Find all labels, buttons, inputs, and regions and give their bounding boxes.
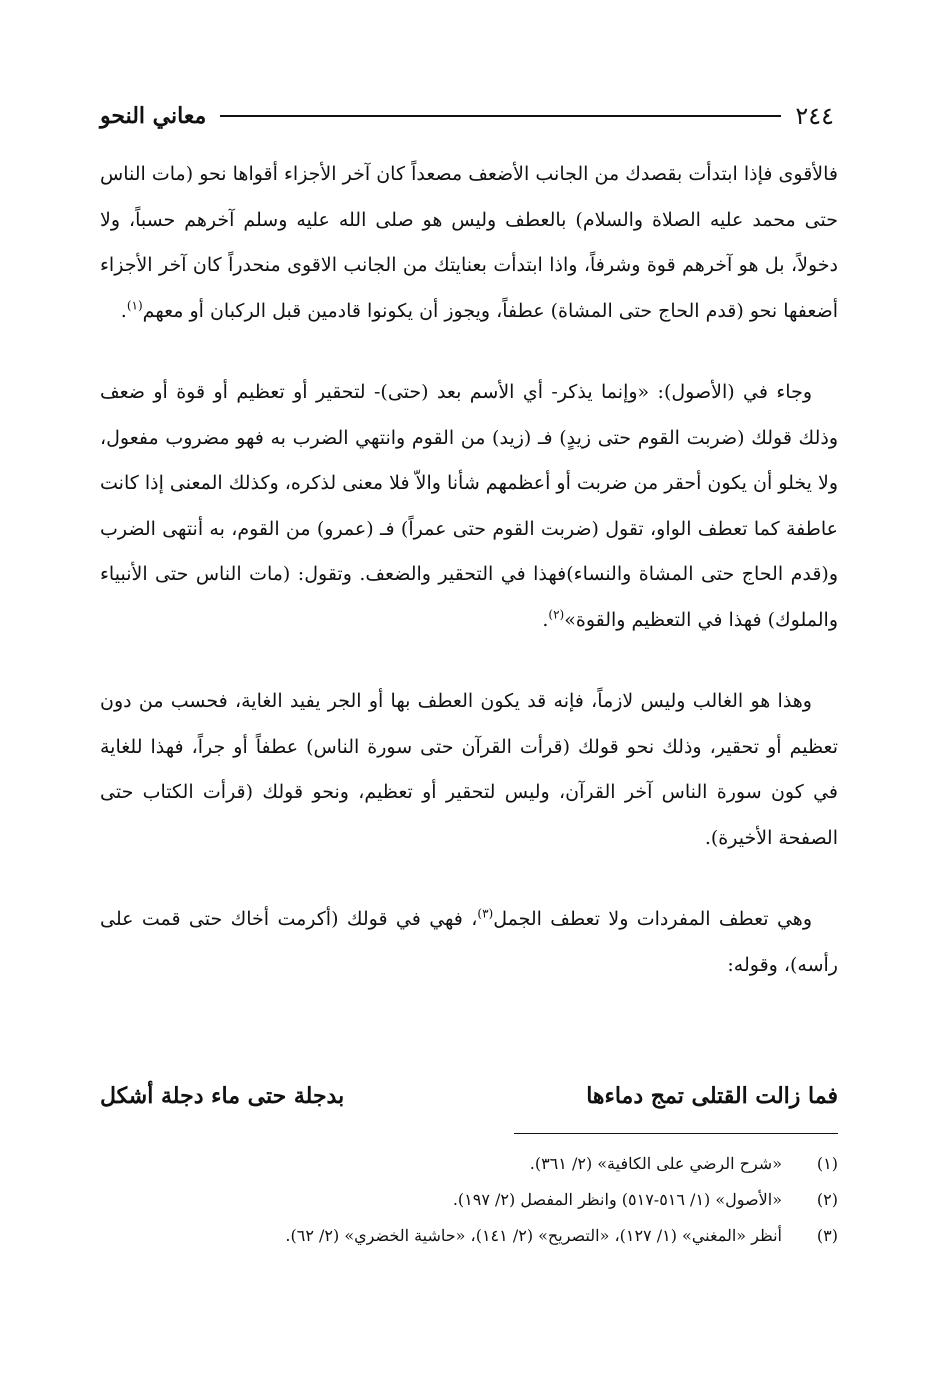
footnote-text: «الأصول» (١/ ٥١٦-٥١٧) وانظر المفصل (٢/ ١٩٧). xyxy=(452,1190,782,1209)
footnote-ref-2: (٢) xyxy=(548,607,565,622)
running-title: معاني النحو xyxy=(100,103,207,129)
footnote-ref-1: (١) xyxy=(126,298,143,313)
footnote-text: أنظر «المغني» (١/ ١٢٧)، «التصريح» (٢/ ١٤١)، «حاشية الخضري» (٢/ ٦٢). xyxy=(285,1226,782,1245)
paragraph-4-text: وهي تعطف المفردات ولا تعطف الجمل xyxy=(493,908,812,930)
paragraph-2 xyxy=(100,370,838,643)
footnote-separator xyxy=(514,1133,838,1134)
footnote-text: «شرح الرضي على الكافية» (٢/ ٣٦١). xyxy=(529,1154,782,1173)
paragraph-1-text: فالأقوى فإذا ابتدأت بقصدك من الجانب الأضعف مصعداً كان آخر الأجزاء أقواها نحو (مات الناس حتى محمد عليه الصلاة والسلام) بالعطف وليس هو صلى الله عليه وسلم آخرهم حسباً، ولا دخولاً، بل هو آخرهم قوة وشرفاً، واذا ابتدأت بعنايتك من الجانب الاقوى منحدراً كان آخر الأجزاء أضعفها نحو (قدم الحاج حتى المشاة) عطفاً، ويجوز أن يكونوا قادمين قبل الركبان أو معهم xyxy=(100,163,839,322)
paragraph-1 xyxy=(100,152,838,334)
footnote-2 xyxy=(200,1182,838,1218)
page-header xyxy=(100,96,834,136)
footnote-ref-3: (٣) xyxy=(477,906,494,921)
footnote-number: (٢) xyxy=(816,1190,838,1209)
header-rule xyxy=(220,115,781,117)
footnote-3 xyxy=(200,1218,838,1254)
footnote-number: (١) xyxy=(816,1154,838,1173)
paragraph-3 xyxy=(100,679,838,861)
paragraph-4 xyxy=(100,897,838,988)
main-text xyxy=(100,152,838,988)
paragraph-1-end: . xyxy=(120,299,127,322)
footnote-number: (٣) xyxy=(816,1226,838,1245)
poetry-verse xyxy=(100,1074,838,1118)
paragraph-3-text: وهذا هو الغالب وليس لازماً، فإنه قد يكون العطف بها أو الجر يفيد الغاية، فحسب من دون تعظيم أو تحقير، وذلك نحو قولك (قرأت القرآن حتى سورة الناس) عطفاً أو جراً، فهذا للغاية في كون سورة الناس آخر القرآن، وليس لتحقير أو تعظيم، ونحو قولك (قرأت الكتاب حتى الصفحة الأخيرة). xyxy=(100,690,838,849)
page-number: ٢٤٤ xyxy=(795,102,834,130)
paragraph-2-end: . xyxy=(542,608,549,631)
paragraph-4-end: ، فهي في قولك (أكرمت أخاك حتى قمت على رأسه)، وقوله: xyxy=(100,908,838,976)
paragraph-2-text: وجاء في (الأصول): «وإنما يذكر- أي الأسم بعد (حتى)- لتحقير أو تعظيم أو قوة أو ضعف وذلك قولك (ضربت القوم حتى زيدٍ) فـ (زيد) من القوم وانتهي الضرب به فهو مضروب مفعول، ولا يخلو أن يكون أحقر من ضربت أو أعظمهم شأنا والاّ فلا معنى لذكره، وكذلك المعنى إذا كانت عاطفة كما تعطف الواو، تقول (ضربت القوم حتى عمراً) فـ (عمرو) من القوم، به أنتهى الضرب و(قدم الحاج حتى المشاة والنساء)فهذا في التحقير والضعف. وتقول: (مات الناس حتى الأنبياء والملوك) فهذا في التعظيم والقوة» xyxy=(100,381,838,631)
verse-first-hemistich: فما زالت القتلى تمج دماءها xyxy=(586,1083,838,1109)
footnote-1 xyxy=(200,1146,838,1182)
verse-second-hemistich: بدجلة حتى ماء دجلة أشكل xyxy=(100,1083,345,1109)
footnotes xyxy=(200,1146,838,1254)
